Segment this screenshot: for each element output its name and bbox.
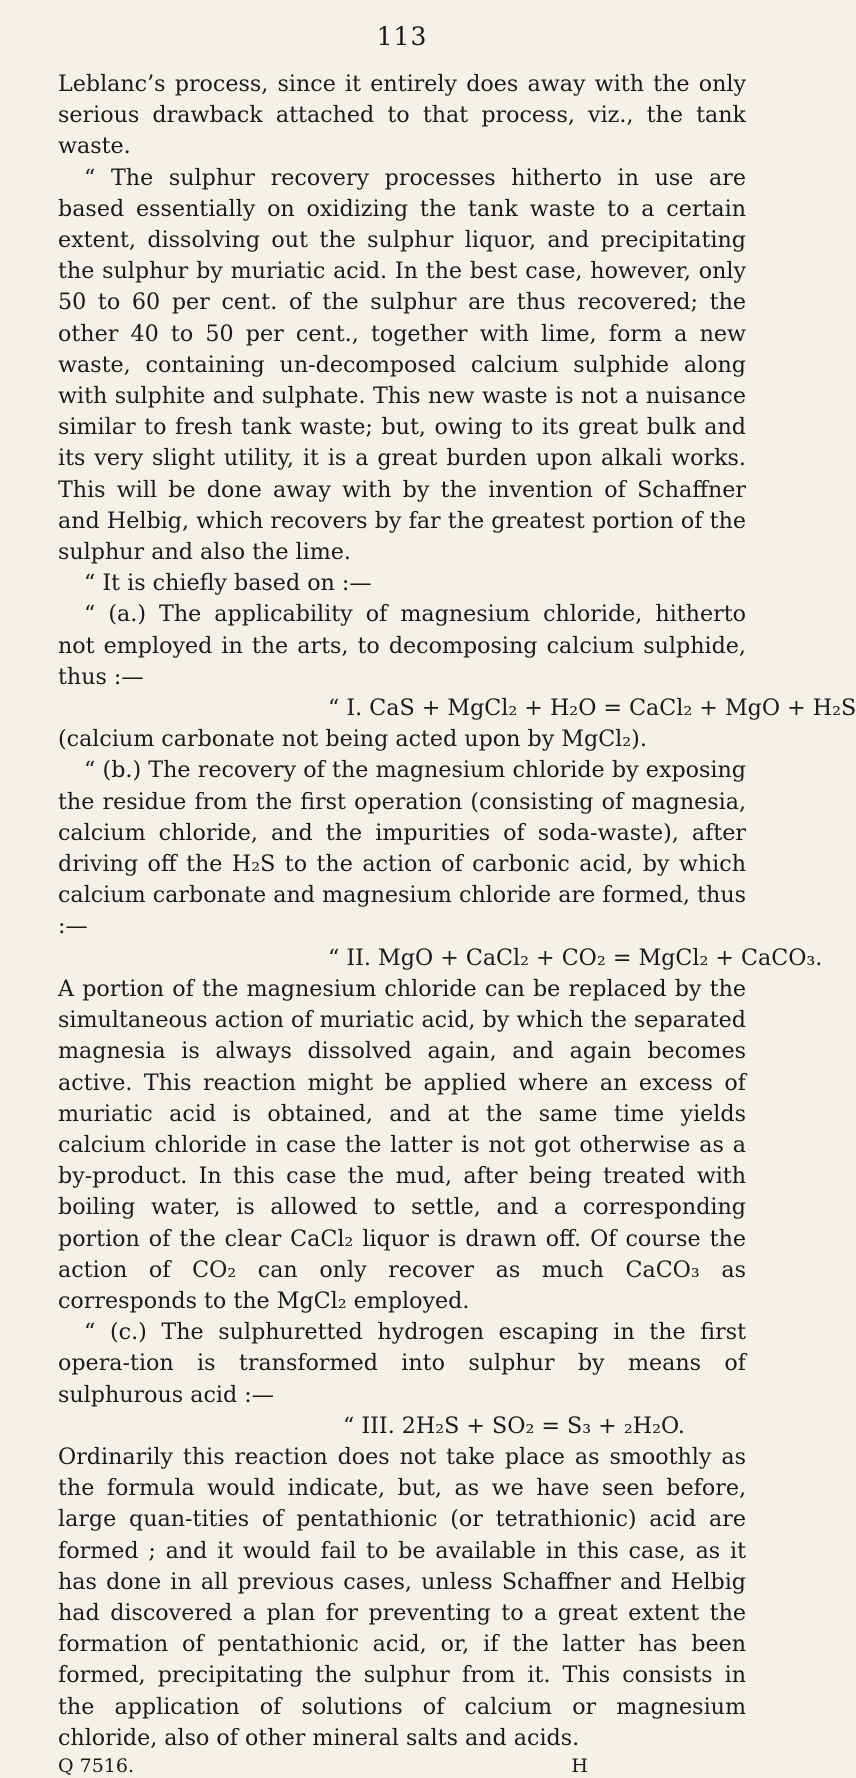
paragraph-point-c: “ (c.) The sulphuretted hydrogen escaping in the first opera-tion is transformed into sulphur by means of sulphurous acid :—	[58, 1319, 746, 1408]
paragraph-based-on: “ It is chiefly based on :—	[84, 570, 372, 597]
formula-two: “ II. MgO + CaCl₂ + CO₂ = MgCl₂ + CaCO₃.	[328, 944, 823, 971]
formula-one: “ I. CaS + MgCl₂ + H₂O = CaCl₂ + MgO + H₂S	[328, 695, 856, 722]
paragraph-point-a: “ (a.) The applicability of magnesium chloride, hitherto not employed in the arts, to decomposing calcium sulphide, thus :—	[58, 601, 746, 690]
formula-three: “ III. 2H₂S + SO₂ = S₃ + ₂H₂O.	[343, 1412, 685, 1439]
paragraph-point-b: “ (b.) The recovery of the magnesium chloride by exposing the residue from the first operation (consisting of magnesia, calcium chloride, and the impurities of soda-waste), after driving off the H₂S to the action of carbonic acid, by which calcium carbonate and magnesium chloride are formed, thus :—	[58, 757, 746, 940]
paragraph-continuation: Leblanc’s process, since it entirely does away with the only serious drawback attached to that process, viz., the tank waste.	[58, 71, 746, 160]
paragraph-sulphur-recovery: “ The sulphur recovery processes hitherto in use are based essentially on oxidizing the tank waste to a certain extent, dissolving out the sulphur liquor, and precipitating the sulphur by muriatic acid. In the best case, however, only 50 to 60 per cent. of the sulphur are thus recovered; the other 40 to 50 per cent., together with lime, form a new waste, containing un-decomposed calcium sulphide along with sulphite and sulphate. This new waste is not a nuisance similar to fresh tank waste; but, owing to its great bulk and its very slight utility, it is a great burden upon alkali works. This will be done away with by the invention of Schaffner and Helbig, which recovers by far the greatest portion of the sulphur and also the lime.	[58, 164, 746, 566]
body-text	[58, 69, 856, 1754]
footer-sheet-letter: H	[571, 1754, 588, 1777]
paragraph-final: Ordinarily this reaction does not take place as smoothly as the formula would indicate, but, as we have seen before, large quan-tities of pentathionic (or tetrathionic) acid are formed ; and it would fail to be available in this case, as it has done in all previous cases, unless Schaffner and Helbig had discovered a plan for preventing to a great extent the formation of pentathionic acid, or, if the latter has been formed, precipitating the sulphur from it. This consists in the application of solutions of calcium or magnesium chloride, also of other mineral salts and acids.	[58, 1443, 746, 1751]
paragraph-after-formula-one: (calcium carbonate not being acted upon by MgCl₂).	[58, 726, 647, 753]
footer-signature: Q 7516.	[58, 1754, 135, 1777]
page-number: 113	[376, 22, 428, 51]
page-footer	[58, 1754, 746, 1778]
paragraph-after-formula-two: A portion of the magnesium chloride can be replaced by the simultaneous action of muriatic acid, by which the separated magnesia is always dissolved again, and again becomes active. This reaction might be applied where an excess of muriatic acid is obtained, and at the same time yields calcium chloride in case the latter is not got otherwise as a by-product. In this case the mud, after being treated with boiling water, is allowed to settle, and a corresponding portion of the clear CaCl₂ liquor is drawn off. Of course the action of CO₂ can only recover as much CaCO₃ as corresponds to the MgCl₂ employed.	[58, 975, 746, 1314]
